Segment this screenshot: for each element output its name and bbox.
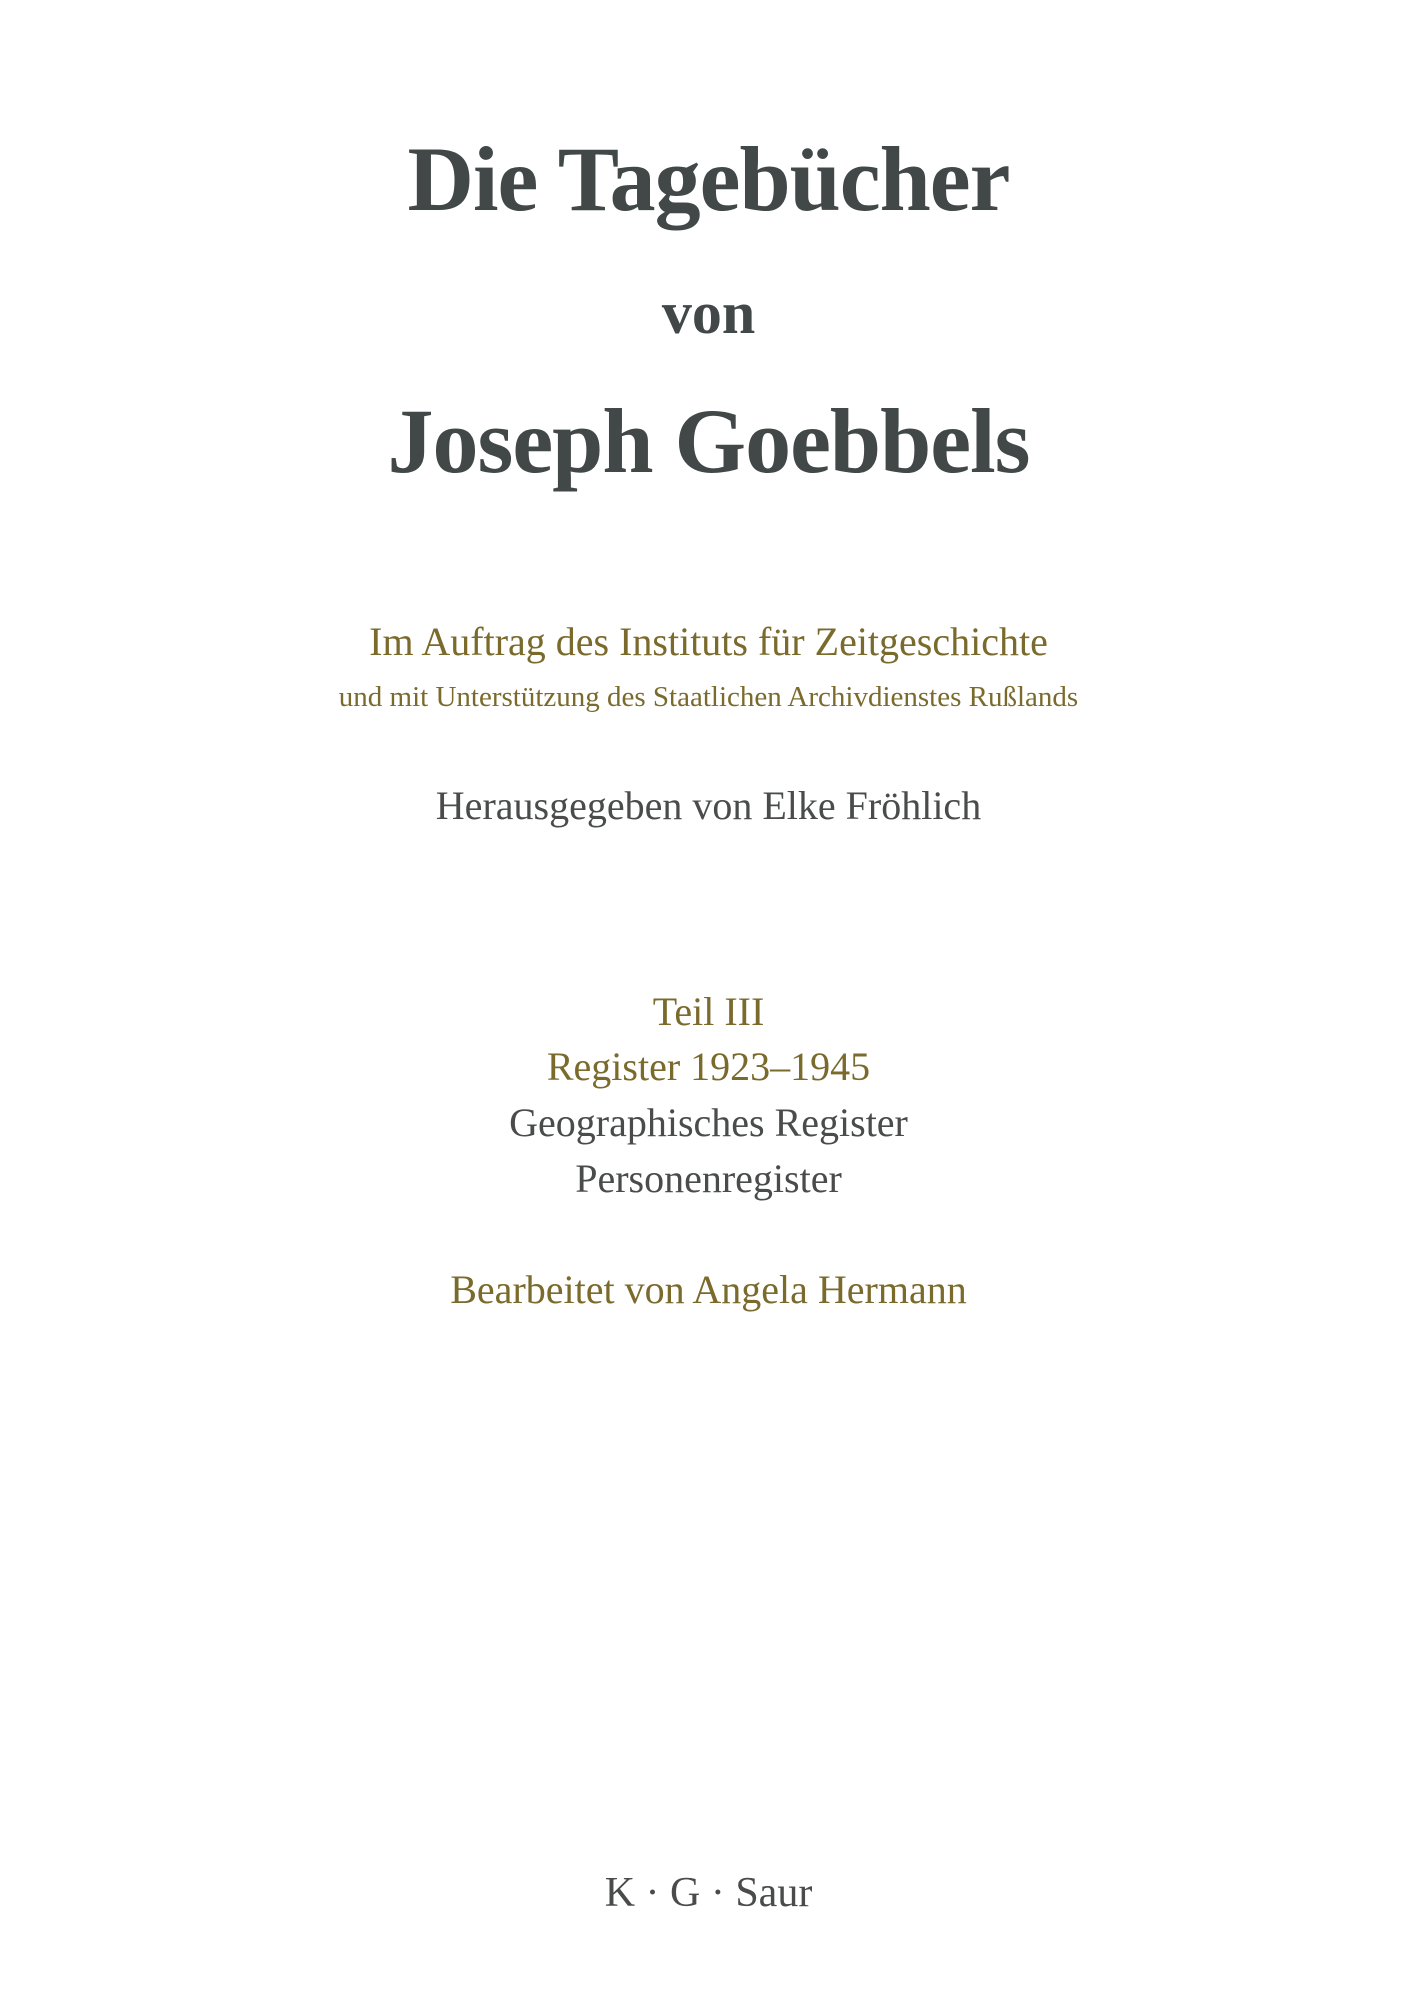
volume-geographic-register: Geographisches Register xyxy=(509,1100,908,1145)
book-title-line-3: Joseph Goebbels xyxy=(387,390,1030,492)
volume-part: Teil III xyxy=(652,989,765,1034)
editor-credit: Herausgegeben von Elke Fröhlich xyxy=(435,783,982,828)
commission-line-1: Im Auftrag des Instituts für Zeitgeschichte xyxy=(369,619,1048,664)
compiler-credit: Bearbeitet von Angela Hermann xyxy=(450,1267,967,1312)
book-title-line-2: von xyxy=(661,280,756,346)
book-title-line-1: Die Tagebücher xyxy=(407,128,1010,230)
publisher-imprint: K · G · Saur xyxy=(604,1870,813,1916)
volume-register-range: Register 1923–1945 xyxy=(546,1044,871,1089)
volume-person-register: Personenregister xyxy=(575,1156,842,1201)
commission-line-2: und mit Unterstützung des Staatlichen Archivdienstes Rußlands xyxy=(338,681,1079,713)
